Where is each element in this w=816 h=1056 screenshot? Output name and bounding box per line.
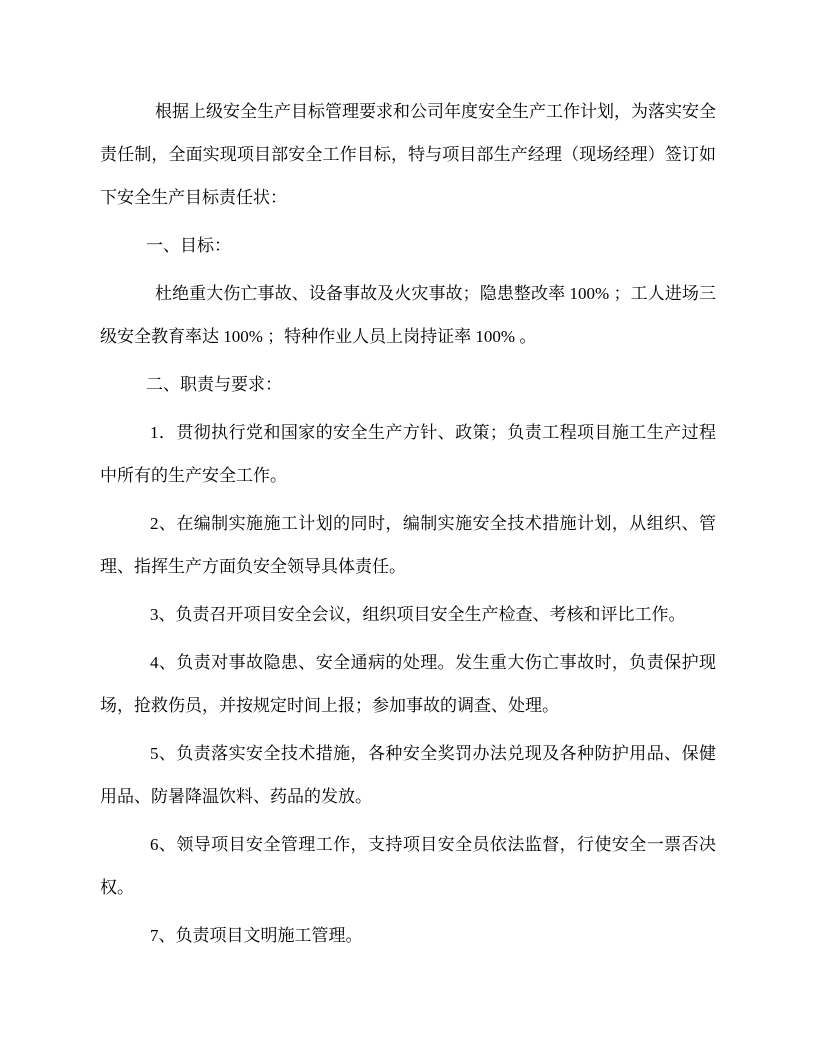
numbered-item: 5、负责落实安全技术措施，各种安全奖罚办法兑现及各种防护用品、保健用品、防暑降温饮料、药品的发放。 [100,744,716,806]
numbered-item: 2、在编制实施施工计划的同时，编制实施安全技术措施计划，从组织、管理、指挥生产方面负安全领导具体责任。 [100,514,716,576]
paragraph: 杜绝重大伤亡事故、设备事故及火灾事故；隐患整改率 100% ；工人进场三级安全教育率达 100% ；特种作业人员上岗持证率 100% 。 [100,284,716,346]
document-body [100,90,716,957]
numbered-item: 7、负责项目文明施工管理。 [150,926,363,945]
paragraph: 根据上级安全生产目标管理要求和公司年度安全生产工作计划，为落实安全责任制，全面实现项目部安全工作目标，特与项目部生产经理（现场经理）签订如下安全生产目标责任状： [100,102,716,207]
section-heading: 一、目标： [146,236,231,255]
numbered-item: 6、领导项目安全管理工作，支持项目安全员依法监督，行使安全一票否决权。 [100,835,716,897]
numbered-item: 4、负责对事故隐患、安全通病的处理。发生重大伤亡事故时，负责保护现场，抢救伤员，并按规定时间上报；参加事故的调查、处理。 [100,653,716,715]
section-heading: 二、职责与要求： [146,375,282,394]
numbered-item: 3、负责召开项目安全会议，组织项目安全生产检查、考核和评比工作。 [150,605,686,624]
numbered-item: 1．贯彻执行党和国家的安全生产方针、政策；负责工程项目施工生产过程中所有的生产安全工作。 [100,423,716,485]
